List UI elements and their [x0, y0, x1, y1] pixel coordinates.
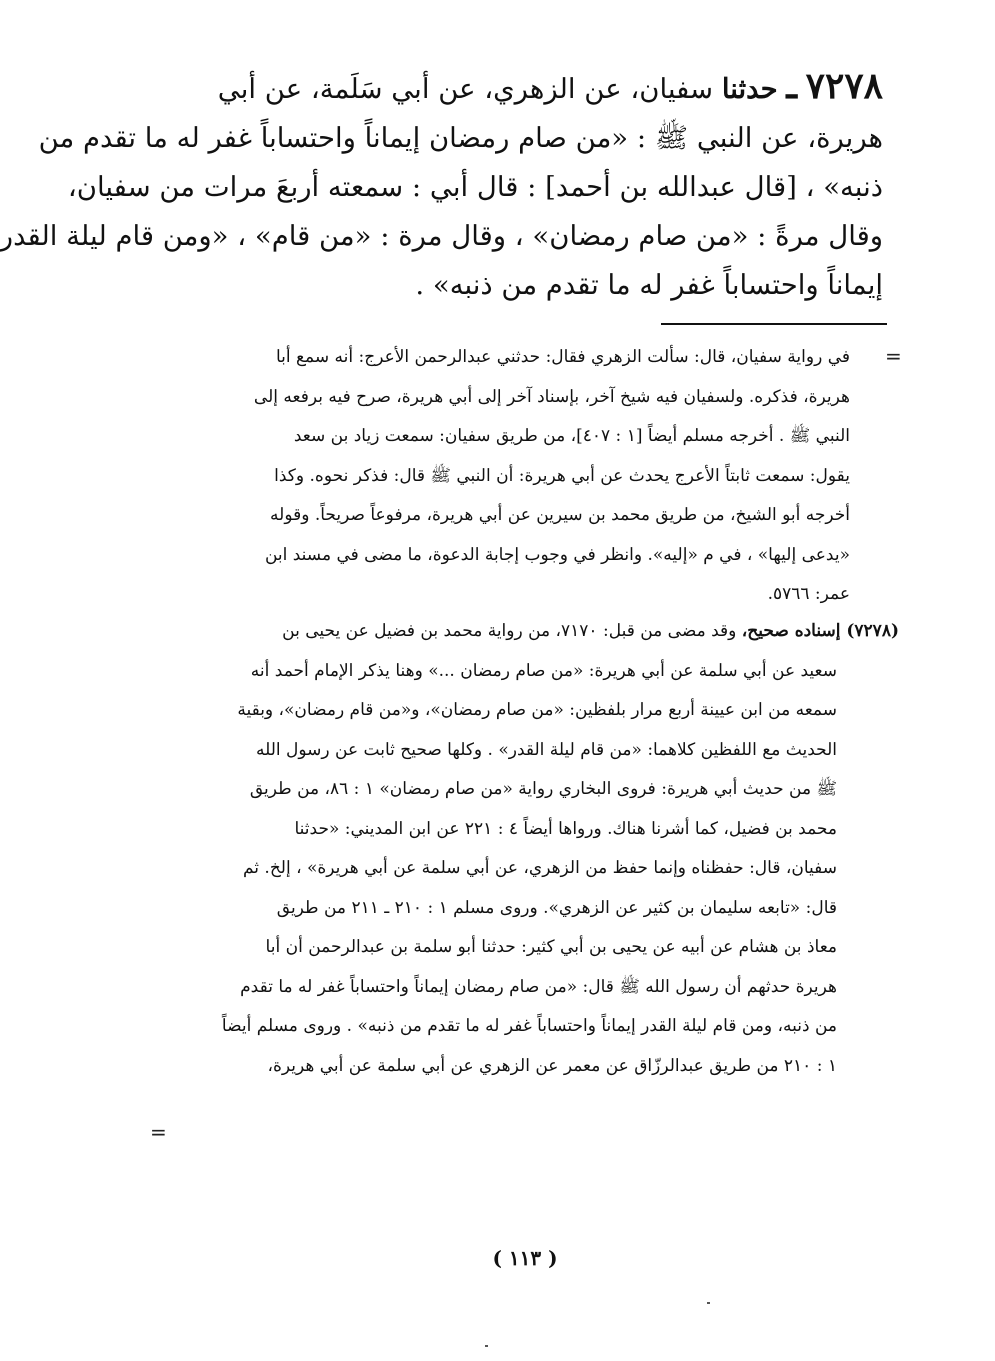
- footnote-line: الحديث مع اللفظين كلاهما: «من قام ليلة القدر» . وكلها صحيح ثابت عن رسول الله: [256, 739, 837, 760]
- hadith-line-1: [183, 62, 883, 114]
- continuation-mark-bottom: =: [150, 1120, 167, 1144]
- footnote-label: (٧٢٧٨) إسناده صحيح،: [741, 621, 899, 641]
- footnote-line: أخرجه أبو الشيخ، من طريق محمد بن سيرين عن أبي هريرة، مرفوعاً صريحاً. وقوله: [270, 505, 850, 525]
- footnote-line: يقول: سمعت ثابتاً الأعرج يحدث عن أبي هريرة: أن النبي ﷺ قال: فذكر نحوه. وكذا: [274, 465, 850, 486]
- footnote-line: معاذ بن هشام عن أبيه عن يحيى بن أبي كثير: حدثنا أبو سلمة بن عبدالرحمن أن أبا: [265, 937, 837, 957]
- hadith-number: ٧٢٧٨: [805, 65, 883, 107]
- hadith-text-line: ذنبه» ، [قال عبدالله بن أحمد] : قال أبي : سمعته أربعَ مرات من سفيان،: [67, 171, 883, 203]
- footnote-line: هريرة حدثهم أن رسول الله ﷺ قال: «من صام رمضان إيماناً واحتساباً غفر له ما تقدم: [240, 976, 837, 997]
- footnote-text: وقد مضى من قبل: ٧١٧٠، من رواية محمد بن فضيل عن يحيى بن: [282, 621, 737, 641]
- footnote-line: سعيد عن أبي سلمة عن أبي هريرة: «من صام رمضان ...» وهنا يذكر الإمام أحمد أنه: [250, 660, 837, 681]
- hadith-text-line: سفيان، عن الزهري، عن أبي سَلَمة، عن أبي: [217, 73, 714, 105]
- hadith-text-line: هريرة، عن النبي ﷺ : «من صام رمضان إيماناً واحتساباً غفر له ما تقدم من: [38, 122, 883, 154]
- scan-speck: [485, 1345, 488, 1347]
- hadith-main-text: [0, 62, 883, 310]
- hadith-lead-word: حدثنا: [721, 73, 778, 105]
- footnote-line: عمر: ٥٧٦٦.: [767, 584, 850, 604]
- footnote-line: سفيان، قال: حفظناه وإنما حفظ من الزهري، عن أبي سلمة عن أبي هريرة» ، إلخ. ثم: [242, 858, 837, 878]
- footnote-line: ١ : ٢١٠ من طريق عبدالرزّاق عن معمر عن الزهري عن أبي سلمة عن أبي هريرة،: [267, 1055, 837, 1076]
- footnote-line: قال: «تابعه سليمان بن كثير عن الزهري». وروى مسلم ١ : ٢١٠ ـ ٢١١ من طريق: [276, 897, 837, 918]
- hadith-dash: ـ: [786, 65, 797, 107]
- footnote-7278: [183, 612, 899, 1086]
- footnote-continued: [183, 338, 888, 615]
- footnote-line: محمد بن فضيل، كما أشرنا هناك. ورواها أيضاً ٤ : ٢٢١ عن ابن المديني: «حدثنا: [294, 818, 837, 839]
- footnote-line: سمعه من ابن عيينة أربع مرار بلفظين: «من صام رمضان»، و«من قام رمضان»، وبقية: [237, 700, 837, 720]
- footnote-line: في رواية سفيان، قال: سألت الزهري فقال: حدثني عبدالرحمن الأعرج: أنه سمع أبا: [275, 347, 850, 367]
- page-number: ( ١١٣ ): [492, 1246, 558, 1270]
- hadith-text-line: إيماناً واحتساباً غفر له ما تقدم من ذنبه» .: [415, 269, 883, 301]
- footnote-line: هريرة، فذكره. ولسفيان فيه شيخ آخر، بإسناد آخر إلى أبي هريرة، صرح فيه برفعه إلى: [253, 386, 850, 407]
- footnote-first-line: [183, 612, 899, 652]
- footnote-line: ﷺ من حديث أبي هريرة: فروى البخاري رواية «من صام رمضان» ١ : ٨٦، من طريق: [249, 779, 837, 799]
- scan-speck: [707, 1302, 710, 1304]
- footnote-line: «يدعى إليها» ، في م «إليه». وانظر في وجوب إجابة الدعوة، ما مضى في مسند ابن: [264, 544, 850, 565]
- footnote-line: من ذنبه، ومن قام ليلة القدر إيماناً واحتساباً غفر له ما تقدم من ذنبه» . وروى مسلم أيضاً: [221, 1016, 837, 1036]
- footnote-separator: [661, 323, 887, 325]
- hadith-text-line: وقال مرةً : «من صام رمضان» ، وقال مرة : «من قام» ، «ومن قام ليلة القدر: [0, 220, 883, 252]
- footnote-line: النبي ﷺ . أخرجه مسلم أيضاً [١ : ٤٠٧]، من طريق سفيان: سمعت زياد بن سعد: [293, 426, 850, 446]
- continuation-mark-top: =: [885, 344, 902, 368]
